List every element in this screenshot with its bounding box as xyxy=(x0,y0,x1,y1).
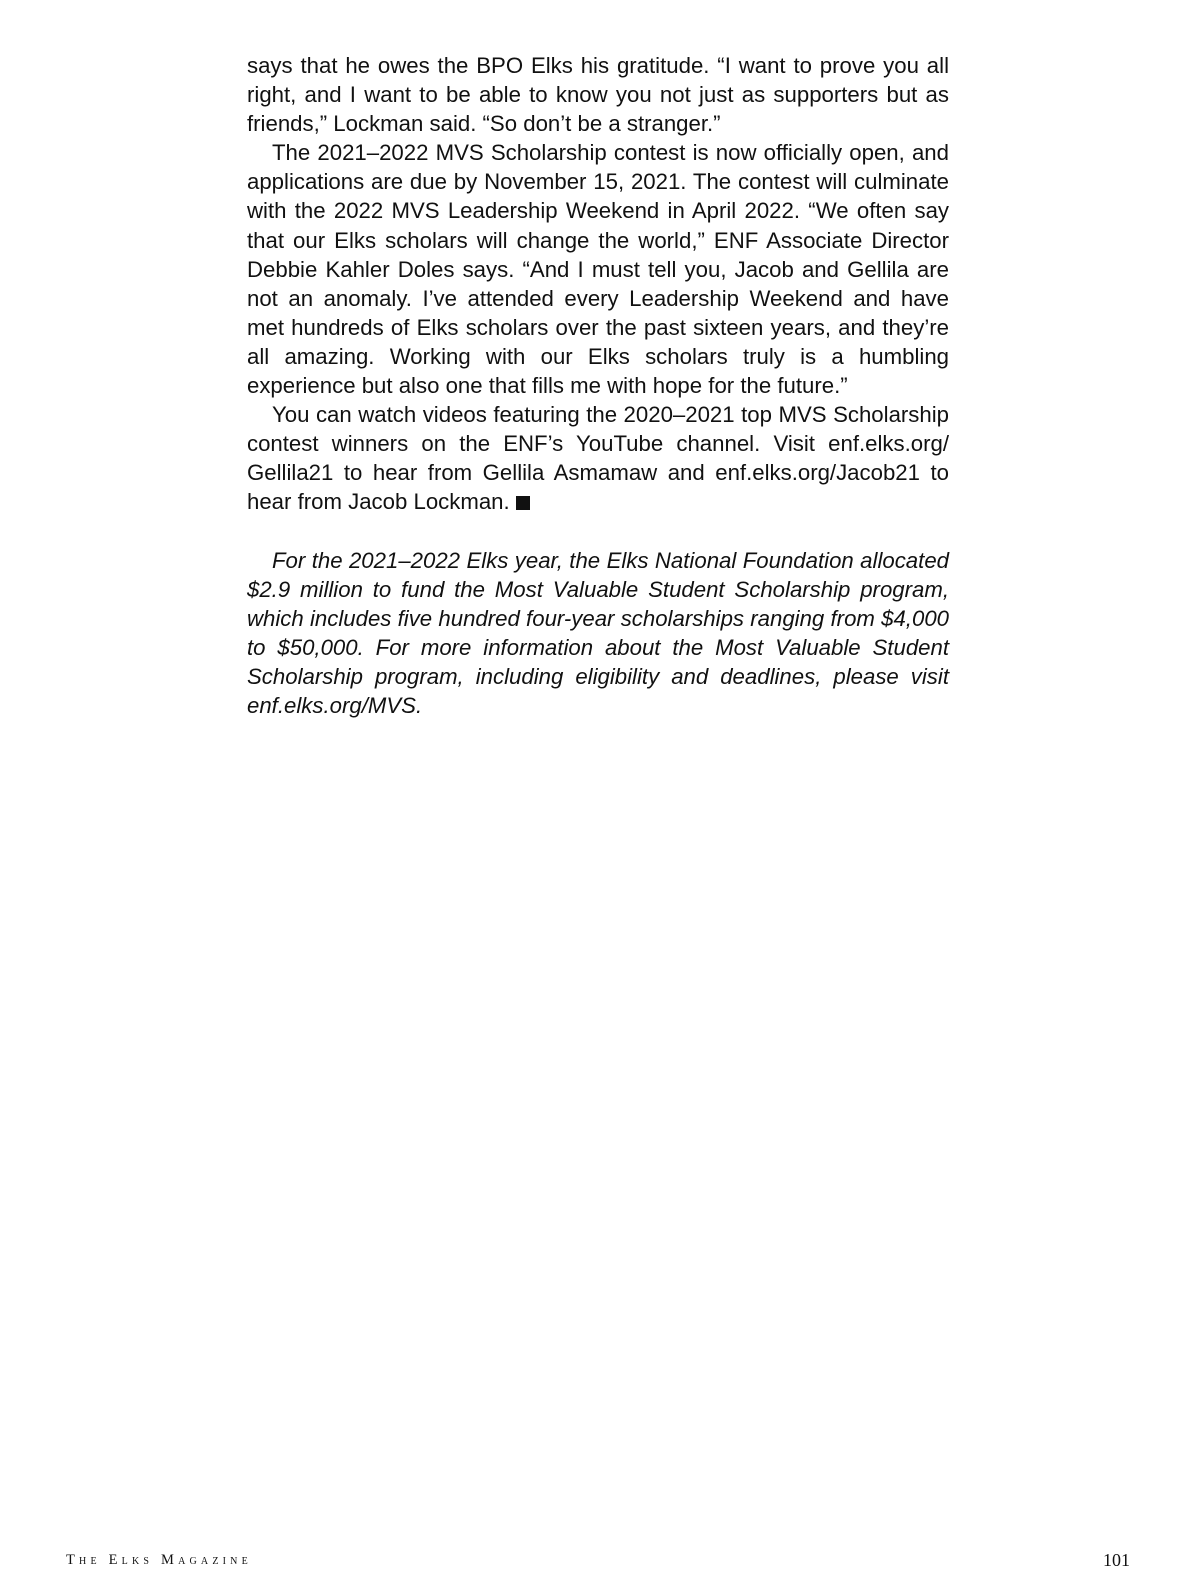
article-paragraph: says that he owes the BPO Elks his gratitude. “I want to prove you all right, and I want to be able to know you not just as supporters but as friends,” Lockman said. “So don’t be a stranger.” xyxy=(247,53,949,137)
magazine-masthead: The Elks Magazine xyxy=(66,1552,252,1568)
page-number: 101 xyxy=(1103,1550,1130,1570)
scholarship-info-note: For the 2021–2022 Elks year, the Elks National Foundation allocated $2.9 million to fund the Most Valuable Student Scholarship program, which includes five hundred four-year scholarships ranging from $4,000 to $50,000. For more information about the Most Valuable Student Scholarship program, including eligibility and deadlines, please visit enf.elks.org/MVS. xyxy=(247,547,949,718)
article-column xyxy=(247,51,949,720)
article-paragraph: The 2021–2022 MVS Scholarship contest is now officially open, and applications are due by November 15, 2021. The contest will culminate with the 2022 MVS Leadership Weekend in April 2022. “We often say that our Elks scholars will change the world,” ENF Associate Director Debbie Kahler Doles says. “And I must tell you, Jacob and Gellila are not an anomaly. I’ve attended every Leadership Weekend and have met hundreds of Elks scholars over the past sixteen years, and they’re all amazing. Working with our Elks scholars truly is a humbling experience but also one that fills me with hope for the future.” xyxy=(247,140,949,399)
end-of-article-square-icon xyxy=(516,496,530,510)
article-paragraph-final xyxy=(247,400,949,516)
article-paragraph-text: You can watch videos featuring the 2020–2021 top MVS Scholarship contest winners on the ENF’s YouTube channel. Visit enf.elks.org/​Gellila21 to hear from Gellila Asmamaw and enf.elks.org/Jacob21 to hear from Jacob Lockman. xyxy=(247,402,949,515)
